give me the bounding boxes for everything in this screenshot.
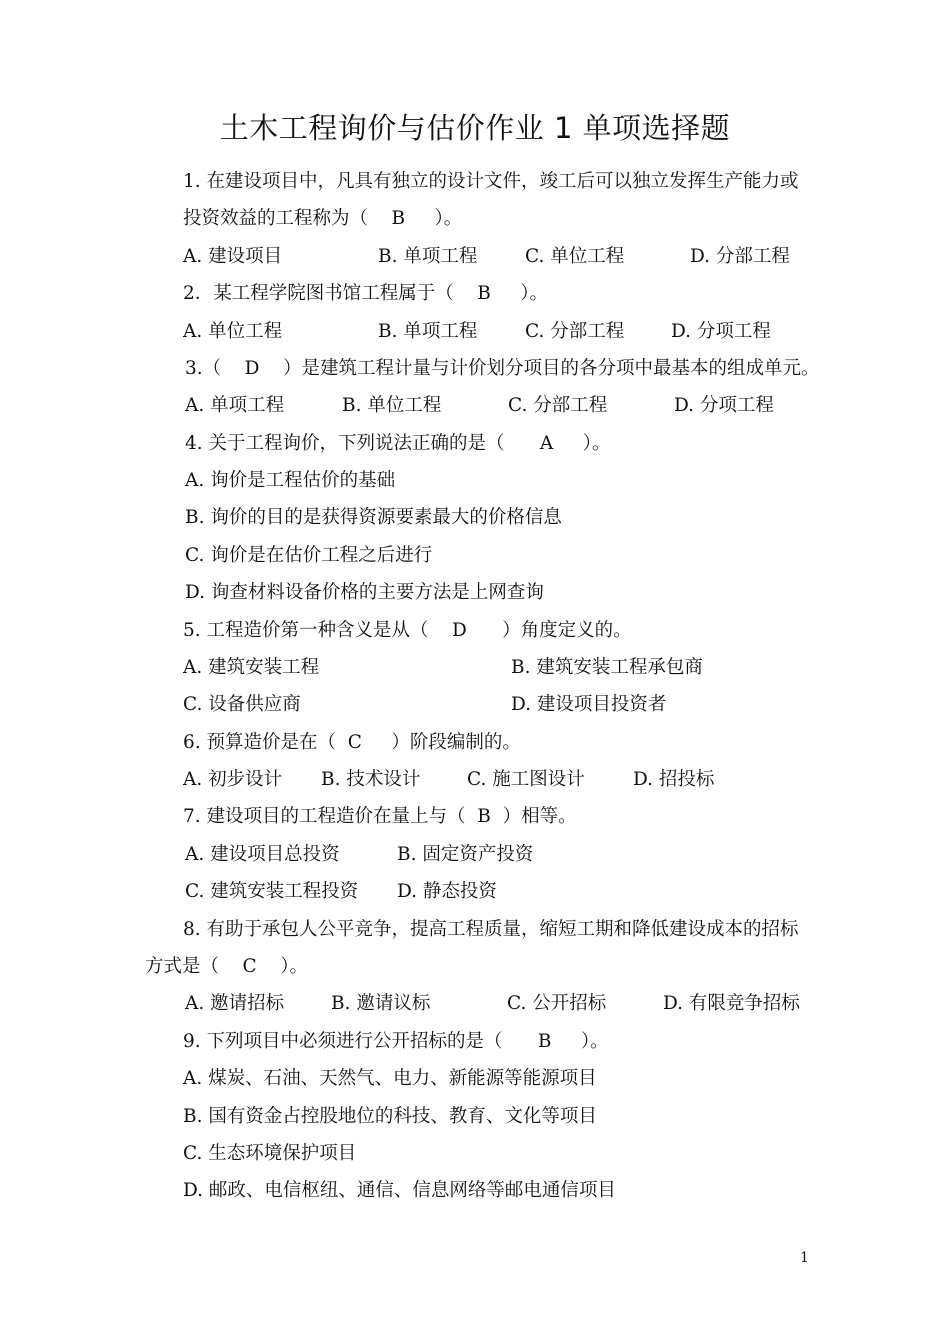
question-2-option-c: C. 分部工程 (525, 321, 625, 342)
question-5-stem: 5. 工程造价第一种含义是从（ D ）角度定义的。 (183, 620, 632, 641)
question-1-option-d: D. 分部工程 (690, 246, 790, 267)
question-7-option-b: B. 固定资产投资 (397, 844, 534, 865)
question-6-option-d: D. 招投标 (633, 769, 715, 790)
question-6-stem: 6. 预算造价是在（ C ）阶段编制的。 (183, 732, 521, 753)
question-3-option-a: A. 单项工程 (185, 395, 285, 416)
question-8-option-d: D. 有限竞争招标 (663, 993, 800, 1014)
question-1-stem-line-2: 投资效益的工程称为（ B ）。 (183, 208, 463, 229)
question-8-stem-line-2: 方式是（ C ）。 (145, 956, 308, 977)
question-2-option-a: A. 单位工程 (183, 321, 283, 342)
question-7-stem: 7. 建设项目的工程造价在量上与（ B ）相等。 (183, 806, 577, 827)
question-7-option-a: A. 建设项目总投资 (185, 844, 340, 865)
question-7-option-c: C. 建筑安装工程投资 (185, 881, 359, 902)
question-9-stem: 9. 下列项目中必须进行公开招标的是（ B ）。 (183, 1031, 609, 1052)
question-6-option-b: B. 技术设计 (321, 769, 421, 790)
question-9-option-b: B. 国有资金占控股地位的科技、教育、文化等项目 (183, 1106, 597, 1127)
question-2-option-b: B. 单项工程 (378, 321, 478, 342)
question-4-option-a: A. 询价是工程估价的基础 (185, 470, 396, 491)
question-4-stem: 4. 关于工程询价，下列说法正确的是（ A ）。 (185, 433, 611, 454)
question-8-option-b: B. 邀请议标 (331, 993, 431, 1014)
question-5-option-a: A. 建筑安装工程 (183, 657, 320, 678)
question-3-option-b: B. 单位工程 (342, 395, 442, 416)
question-7-option-d: D. 静态投资 (397, 881, 497, 902)
question-2-stem: 2．某工程学院图书馆工程属于（ B ）。 (183, 283, 549, 304)
question-3-stem: 3.（ D ）是建筑工程计量与计价划分项目的各分项中最基本的组成单元。 (185, 358, 820, 379)
question-8-stem-line-1: 8. 有助于承包人公平竞争，提高工程质量，缩短工期和降低建设成本的招标 (183, 919, 799, 940)
question-2-option-d: D. 分项工程 (671, 321, 771, 342)
question-6-option-a: A. 初步设计 (183, 769, 283, 790)
question-3-option-c: C. 分部工程 (508, 395, 608, 416)
question-4-option-d: D. 询查材料设备价格的主要方法是上网查询 (185, 582, 544, 603)
question-5-option-b: B. 建筑安装工程承包商 (511, 657, 703, 678)
question-1-option-b: B. 单项工程 (378, 246, 478, 267)
question-3-option-d: D. 分项工程 (674, 395, 774, 416)
page-title: 土木工程询价与估价作业 1 单项选择题 (219, 111, 731, 145)
question-9-option-a: A. 煤炭、石油、天然气、电力、新能源等能源项目 (183, 1068, 597, 1089)
page-number: 1 (800, 1250, 809, 1266)
question-4-option-c: C. 询价是在估价工程之后进行 (185, 545, 433, 566)
question-5-option-c: C. 设备供应商 (183, 694, 301, 715)
question-5-option-d: D. 建设项目投资者 (511, 694, 667, 715)
question-1-option-c: C. 单位工程 (525, 246, 625, 267)
question-9-option-d: D. 邮政、电信枢纽、通信、信息网络等邮电通信项目 (183, 1180, 616, 1201)
question-9-option-c: C. 生态环境保护项目 (183, 1143, 357, 1164)
question-8-option-a: A. 邀请招标 (185, 993, 285, 1014)
question-1-option-a: A. 建设项目 (183, 246, 283, 267)
question-4-option-b: B. 询价的目的是获得资源要素最大的价格信息 (185, 507, 562, 528)
question-6-option-c: C. 施工图设计 (467, 769, 585, 790)
question-8-option-c: C. 公开招标 (507, 993, 607, 1014)
question-1-stem-line-1: 1. 在建设项目中，凡具有独立的设计文件，竣工后可以独立发挥生产能力或 (183, 171, 799, 192)
